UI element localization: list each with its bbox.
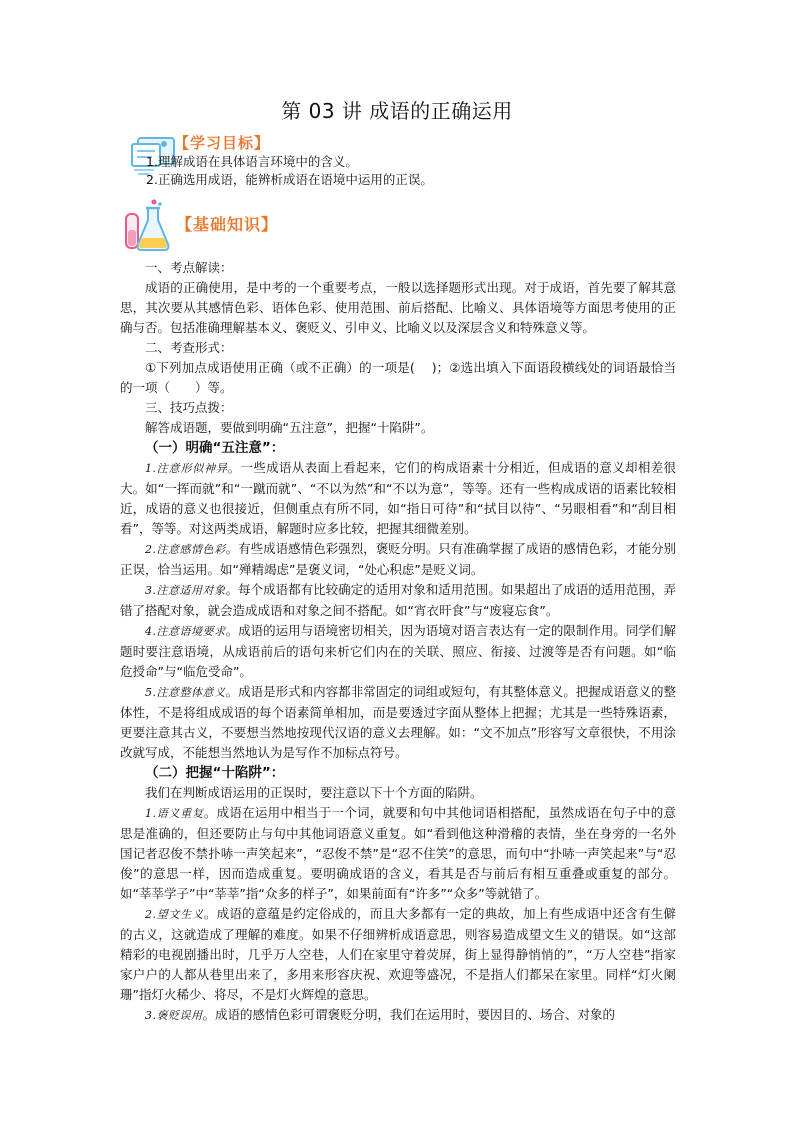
list-item	[120, 458, 676, 539]
item-lead: 3.褒贬误用	[145, 1009, 203, 1022]
item-lead: 4.注意语境要求	[145, 625, 226, 638]
list-item	[120, 904, 676, 1005]
heading-2: 二、考查形式：	[145, 340, 233, 355]
item-lead: 2.注意感情色彩	[145, 543, 226, 556]
list-item	[120, 621, 676, 682]
item-text: 。成语的意蕴是约定俗成的，而且大多都有一定的典故，加上有些成语中还含有生僻的古义，这就造成了理解的难度。如果不仔细辨析成语意思，则容易造成望文生义的错误。如“这部精彩的电视剧播出时，几乎万人空巷，人们在家里守着荧屏，街上显得静悄悄的”，“万人空巷”指家家户户的人都从巷里出来了，多用来形容庆祝、欢迎等盛况，不是指人们都呆在家里。同样“灯火阑珊”指灯火稀少、将尽，不是灯火辉煌的意思。	[120, 906, 676, 1002]
item-lead: 1.注意形似神异	[145, 462, 228, 475]
heading-1: 一、考点解读：	[145, 260, 233, 275]
list-item	[120, 539, 676, 580]
item-lead: 2.望文生义	[145, 908, 204, 921]
list-item	[120, 682, 676, 763]
item-text: 。一些成语从表面上看起来，它们的构成语素十分相近，但成语的意义却相差很大。如“一挥而就”和“一蹴而就”、“不以为然”和“不以为意”，等等。还有一些构成成语的语素比较相近，成语的意义也很接近，但侧重点有所不同，如“指日可待”和“拭目以待”、“另眼相看”和“刮目相看”，等等。对这两类成语，解题时应多比较，把握其细微差别。	[120, 460, 676, 536]
item-text: 。成语在运用中相当于一个词，就要和句中其他词语相搭配，虽然成语在句子中的意思是准确的，但还要防止与句中其他词语意义重复。如“看到他这种滑稽的表情，坐在身旁的一名外国记者忍俊不禁扑哧一声笑起来”，“忍俊不禁”是“忍不住笑”的意思，而句中“扑哧一声笑起来”与“忍俊”的意思一样，因而造成重复。要明确成语的含义，看其是否与前后有相互重叠或重复的部分。如“莘莘学子”中“莘莘”指“众多的样子”，如果前面有“许多”“众多”等就错了。	[120, 805, 676, 901]
item-text: 。成语的感情色彩可谓褒贬分明，我们在运用时，要因目的、场合、对象的	[202, 1007, 616, 1022]
heading-3: 三、技巧点拨：	[145, 400, 233, 415]
goal-item: 2.正确选用成语，能辨析成语在语境中运用的正误。	[146, 172, 433, 187]
subheading-ten-traps: （二）把握“十陷阱”：	[145, 765, 285, 781]
goals-section-title: 【学习目标】	[174, 134, 271, 152]
item-text: 。成语的运用与语境密切相关，因为语境对语言表达有一定的限制作用。同学们解题时要注意语境，从成语前后的语句来析它们内在的关联、照应、衔接、过渡等是否有问题。如“临危授命”与“临危受命”。	[120, 623, 676, 679]
item-text: 。每个成语都有比较确定的适用对象和适用范围。如果超出了成语的适用范围，弄错了搭配对象，就会造成成语和对象之间不搭配。如“宵衣旰食”与“废寝忘食”。	[120, 582, 676, 618]
paragraph: ①下列加点成语使用正确（或不正确）的一项是( )；②选出填入下面语段横线处的词语最恰当的一项（ ）等。	[120, 360, 676, 395]
basics-section-title: 【基础知识】	[176, 215, 279, 234]
body-text	[120, 258, 676, 1026]
item-text: 。成语是形式和内容都非常固定的词组或短句，有其整体意义。把握成语意义的整体性，不是将组成成语的每个语素简单相加，而是要透过字面从整体上把握；尤其是一些特殊语素，更要注意其古义，不要想当然地按现代汉语的意义去理解。如：“文不加点”形容写文章很快，不用涂改就写成，不能想当然地认为是写作不加标点符号。	[120, 684, 676, 760]
paragraph: 我们在判断成语运用的正误时，要注意以下十个方面的陷阱。	[145, 785, 483, 800]
subheading-five-notes: （一）明确“五注意”：	[145, 440, 285, 456]
item-lead: 3.注意适用对象	[145, 584, 226, 597]
page-title: 第 03 讲 成语的正确运用	[281, 99, 513, 123]
goal-item: 1.理解成语在具体语言环境中的含义。	[146, 154, 358, 169]
item-lead: 5.注意整体意义	[145, 686, 226, 699]
list-item	[120, 803, 676, 904]
item-lead: 1.语义重复	[145, 807, 204, 820]
item-text: 。有些成语感情色彩强烈，褒贬分明。只有准确掌握了成语的感情色彩，才能分别正误，恰当运用。如“殚精竭虑”是褒义词，“处心积虑”是贬义词。	[120, 541, 676, 577]
list-item	[120, 1005, 676, 1026]
paragraph: 解答成语题，要做到明确“五注意”，把握“十陷阱”。	[145, 420, 434, 435]
list-item	[120, 580, 676, 621]
flask-icon	[120, 198, 174, 254]
paragraph: 成语的正确使用，是中考的一个重要考点，一般以选择题形式出现。对于成语，首先要了解其意思，其次要从其感情色彩、语体色彩、使用范围、前后搭配、比喻义、具体语境等方面思考使用的正确与否。包括准确理解基本义、褒贬义、引申义、比喻义以及深层含义和特殊意义等。	[120, 280, 676, 335]
